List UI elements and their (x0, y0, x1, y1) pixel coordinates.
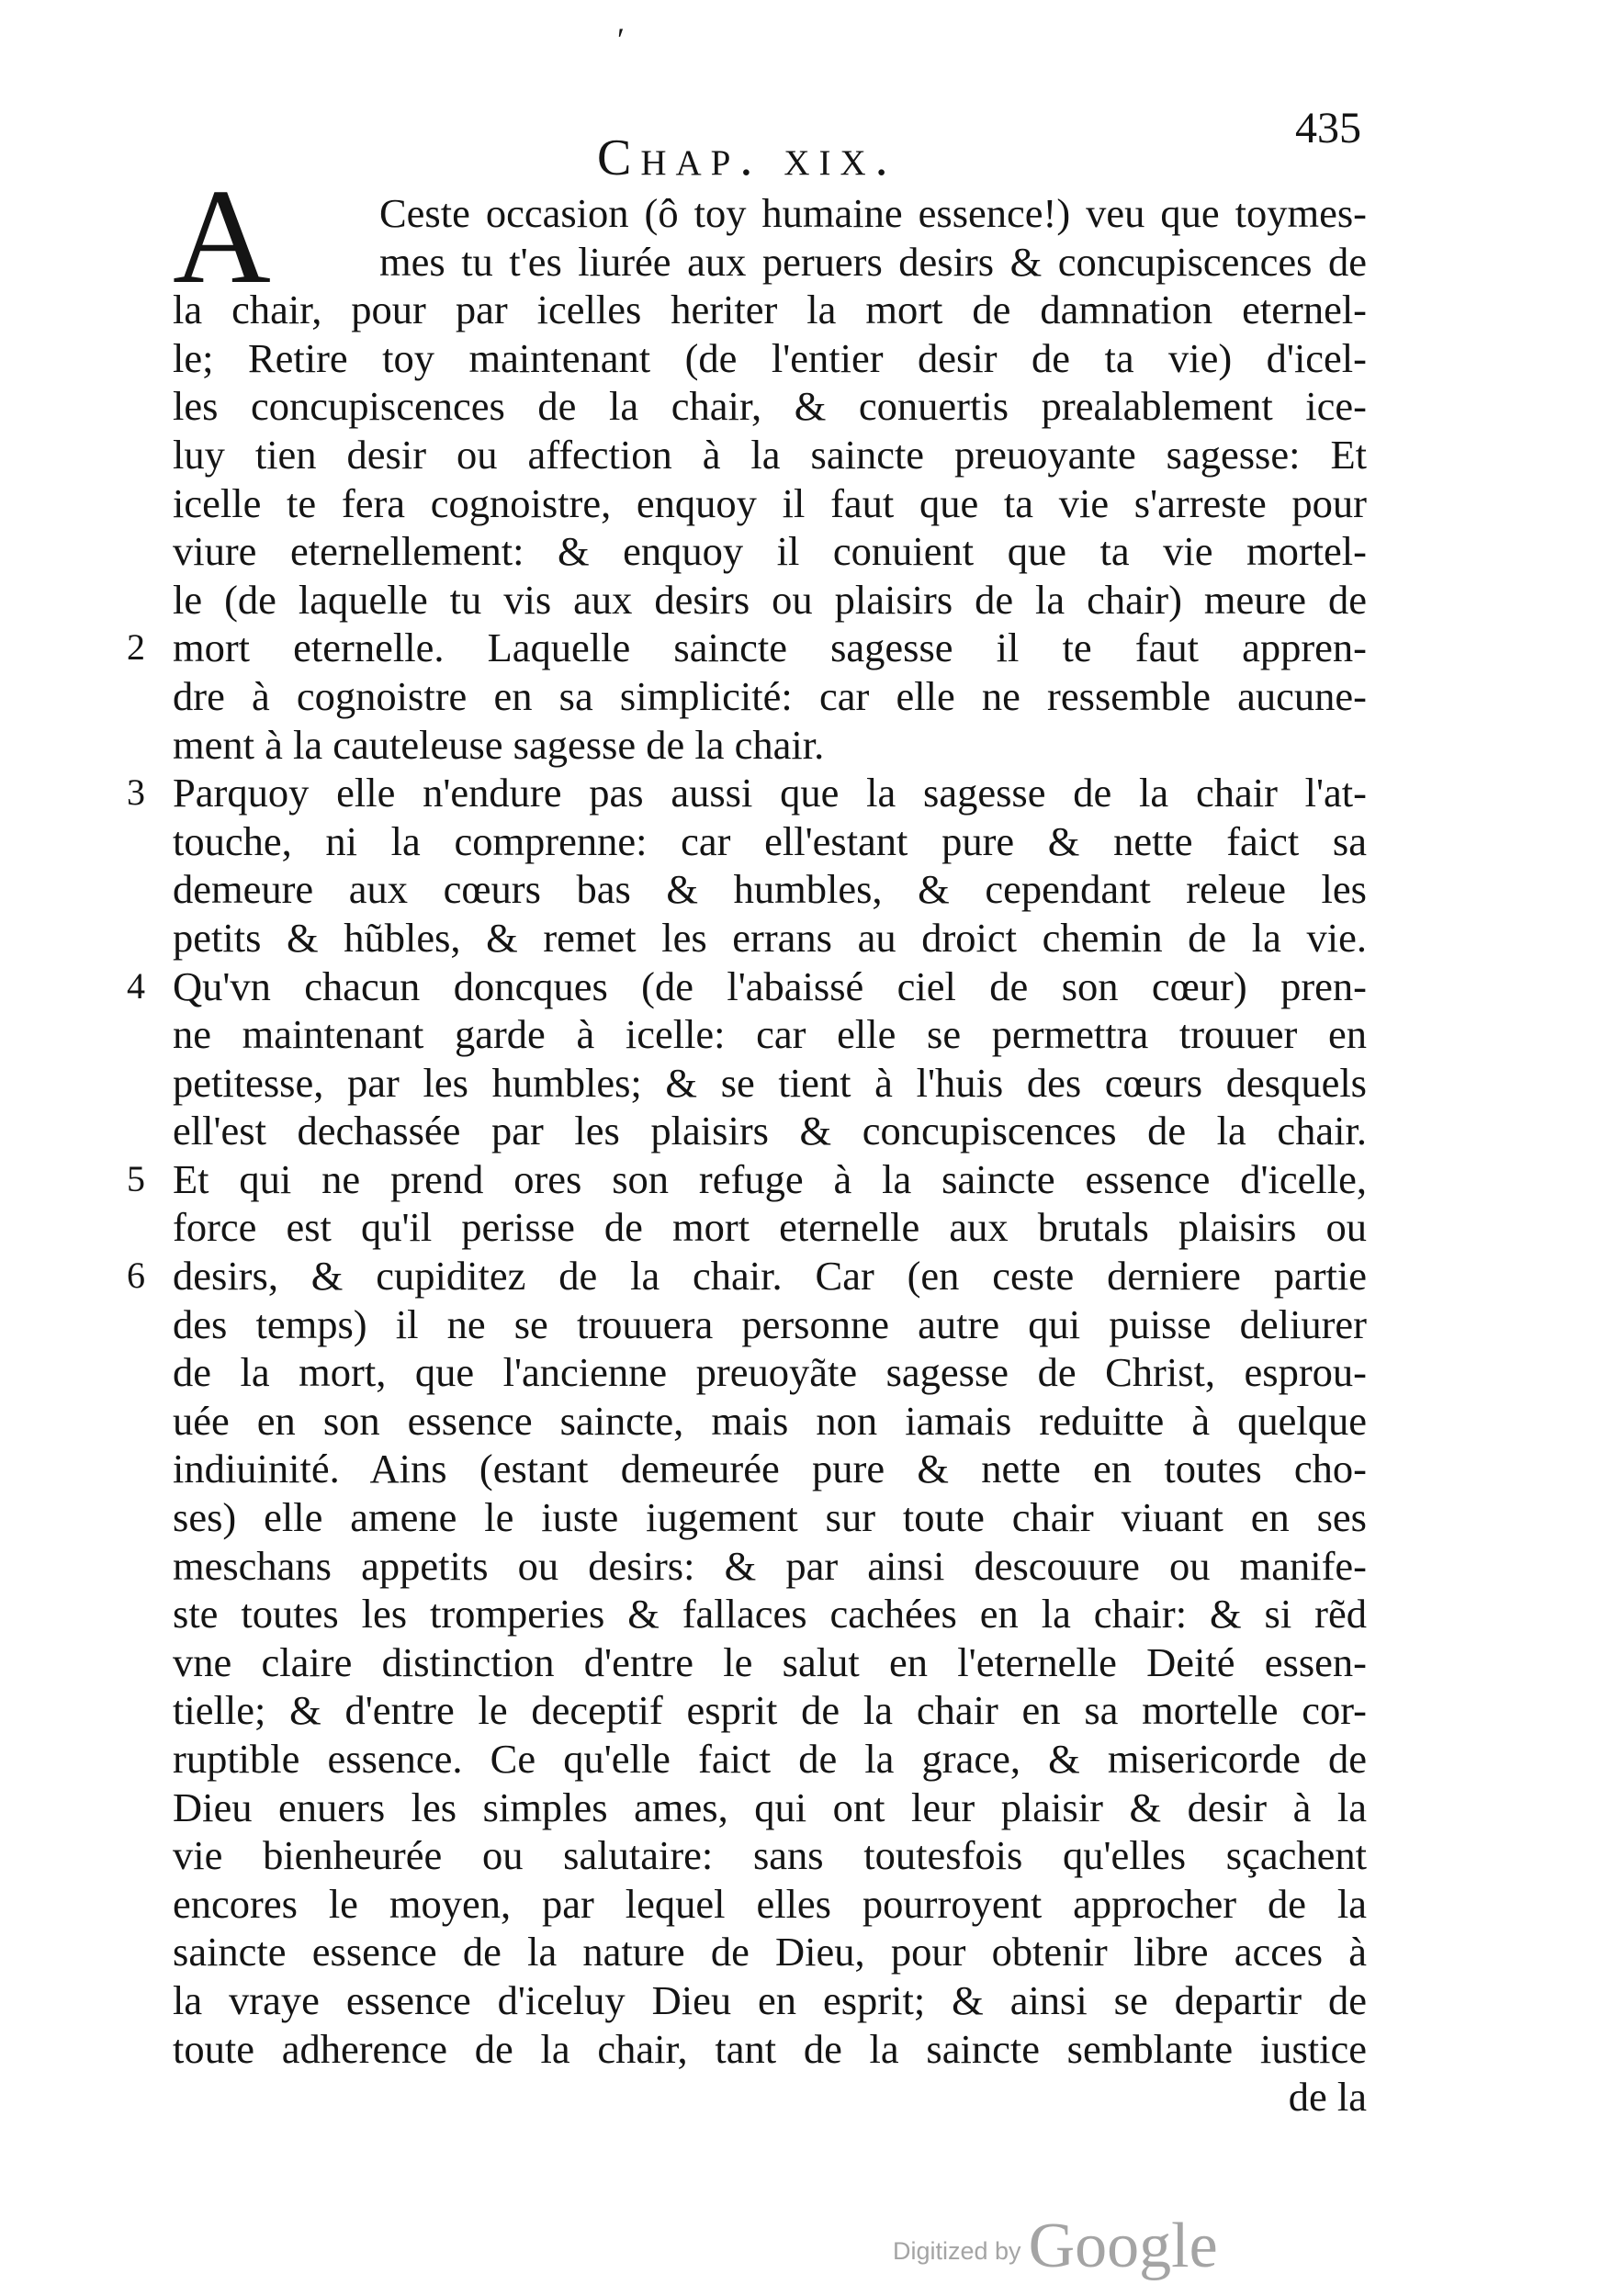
text-line-content: de la (1288, 2074, 1367, 2121)
text-line (173, 1445, 1367, 1493)
text-line (173, 576, 1367, 625)
text-line-content: toute adherence de la chair, tant de la saincte semblante iustice (173, 2025, 1367, 2072)
text-line-content: Parquoy elle n'endure pas aussi que la sagesse de la chair l'at- (173, 770, 1367, 816)
text-line (173, 1542, 1367, 1591)
stray-ink-mark: ʹ (617, 21, 625, 58)
text-line (127, 962, 1367, 1011)
text-line-content: le; Retire toy maintenant (de l'entier desir de ta vie) d'icel- (173, 334, 1367, 381)
text-line (173, 1784, 1367, 1832)
verse-number: 2 (127, 626, 145, 669)
text-line (173, 1493, 1367, 1542)
text-line (173, 2025, 1367, 2074)
text-line-content: la chair, pour par icelles heriter la mort de damnation eternel- (173, 287, 1367, 333)
digitized-by-google-watermark (893, 2210, 1218, 2283)
text-line-content: force est qu'il perisse de mort eternelle aux brutals plaisirs ou (173, 1204, 1367, 1251)
verse-number: 3 (127, 771, 145, 814)
text-line-content: saincte essence de la nature de Dieu, pour obtenir libre acces à (173, 1929, 1367, 1975)
text-line (173, 721, 1367, 770)
chapter-title: Chap. xix. (597, 129, 897, 186)
text-line (173, 527, 1367, 576)
text-line (173, 1976, 1367, 2025)
text-line (127, 1252, 1367, 1300)
text-line (173, 1638, 1367, 1687)
text-line-content: petits & hũbles, & remet les errans au droict chemin de la vie. (173, 914, 1367, 961)
text-line-content: demeure aux cœurs bas & humbles, & cependant releue les (173, 866, 1367, 913)
text-line-content: ne maintenant garde à icelle: car elle se permettra trouuer en (173, 1011, 1367, 1058)
text-line-content: Ceste occasion (ô toy humaine essence!) veu que toymes- (379, 190, 1367, 236)
verse-number: 6 (127, 1255, 145, 1297)
text-line (127, 1155, 1367, 1204)
digitized-by-label: Digitized by (893, 2237, 1021, 2265)
text-line-content: uée en son essence saincte, mais non iamais reduitte à quelque (173, 1397, 1367, 1444)
text-line-content: Et qui ne prend ores son refuge à la saincte essence d'icelle, (173, 1155, 1367, 1202)
text-line-content: touche, ni la comprenne: car ell'estant pure & nette faict sa (173, 817, 1367, 864)
text-line (173, 286, 1367, 334)
text-line-content: ste toutes les tromperies & fallaces cachées en la chair: & si rẽd (173, 1591, 1367, 1638)
text-line (173, 914, 1367, 962)
text-line-content: vne claire distinction d'entre le salut en l'eternelle Deité essen- (173, 1638, 1367, 1685)
text-line (173, 672, 1367, 721)
text-line-content: ruptible essence. Ce qu'elle faict de la grace, & misericorde de (173, 1736, 1367, 1782)
verse-number: 4 (127, 964, 145, 1007)
text-line (173, 1348, 1367, 1397)
text-line (173, 1831, 1367, 1880)
text-line (173, 238, 1367, 287)
google-logo-text: Google (1028, 2211, 1218, 2281)
text-line (127, 769, 1367, 817)
text-line-content: Qu'vn chacun doncques (de l'abaissé ciel de son cœur) pren- (173, 962, 1367, 1009)
text-line-content: vie bienheurée ou salutaire: sans toutesfois qu'elles sçachent (173, 1832, 1367, 1879)
text-line (173, 189, 1367, 238)
text-line-content: mes tu t'es liurée aux peruers desirs & concupiscences de (379, 238, 1367, 285)
text-line-content: meschans appetits ou desirs: & par ainsi descouure ou manife- (173, 1542, 1367, 1589)
text-line-content: encores le moyen, par lequel elles pourroyent approcher de la (173, 1880, 1367, 1927)
verse-number: 5 (127, 1157, 145, 1199)
body-text (127, 162, 1367, 2122)
text-line-content: indiuinité. Ains (estant demeurée pure & nette en toutes cho- (173, 1446, 1367, 1492)
text-line-content: ses) elle amene le iuste iugement sur toute chair viuant en ses (173, 1494, 1367, 1541)
text-line-content: Dieu enuers les simples ames, qui ont leur plaisir & desir à la (173, 1784, 1367, 1830)
text-line-content: viure eternellement: & enquoy il conuient que ta vie mortel- (173, 528, 1367, 575)
text-line (173, 479, 1367, 528)
text-line (173, 1590, 1367, 1638)
text-line (173, 1686, 1367, 1735)
text-line-content: icelle te fera cognoistre, enquoy il faut que ta vie s'arreste pour (173, 479, 1367, 526)
text-line-content: tielle; & d'entre le deceptif esprit de la chair en sa mortelle cor- (173, 1687, 1367, 1734)
text-line-content: ell'est dechassée par les plaisirs & concupiscences de la chair. (173, 1108, 1367, 1154)
text-line (173, 382, 1367, 431)
text-line (173, 2073, 1367, 2122)
text-line (173, 1928, 1367, 1976)
text-line (173, 431, 1367, 479)
text-line-content: desirs, & cupiditez de la chair. Car (en ceste derniere partie (173, 1253, 1367, 1300)
text-line-content: petitesse, par les humbles; & se tient à l'huis des cœurs desquels (173, 1059, 1367, 1106)
text-line (173, 1880, 1367, 1929)
text-line (173, 1059, 1367, 1108)
text-line-content: le (de laquelle tu vis aux desirs ou plaisirs de la chair) meure de (173, 576, 1367, 623)
text-line-content: ment à la cauteleuse sagesse de la chair. (173, 721, 825, 768)
text-line-content: mort eternelle. Laquelle saincte sagesse il te faut appren- (173, 625, 1367, 671)
text-line-content: des temps) il ne se trouuera personne autre qui puisse deliurer (173, 1300, 1367, 1347)
text-line (173, 1397, 1367, 1446)
text-line (173, 865, 1367, 914)
text-line-content: les concupiscences de la chair, & conuertis prealablement ice- (173, 383, 1367, 430)
text-line (173, 1010, 1367, 1059)
text-line (173, 1107, 1367, 1155)
text-line (173, 1735, 1367, 1784)
text-line (173, 1203, 1367, 1252)
text-line-content: dre à cognoistre en sa simplicité: car elle ne ressemble aucune- (173, 672, 1367, 719)
text-line-content: luy tien desir ou affection à la saincte preuoyante sagesse: Et (173, 431, 1367, 478)
text-line (127, 624, 1367, 672)
dropcap-letter: A (173, 162, 271, 312)
text-line (173, 817, 1367, 866)
text-line (173, 1300, 1367, 1349)
page-number: 435 (1295, 104, 1361, 152)
text-line-content: de la mort, que l'ancienne preuoyãte sagesse de Christ, esprou- (173, 1349, 1367, 1396)
text-line-content: la vraye essence d'iceluy Dieu en esprit; & ainsi se departir de (173, 1976, 1367, 2023)
text-line (173, 334, 1367, 383)
